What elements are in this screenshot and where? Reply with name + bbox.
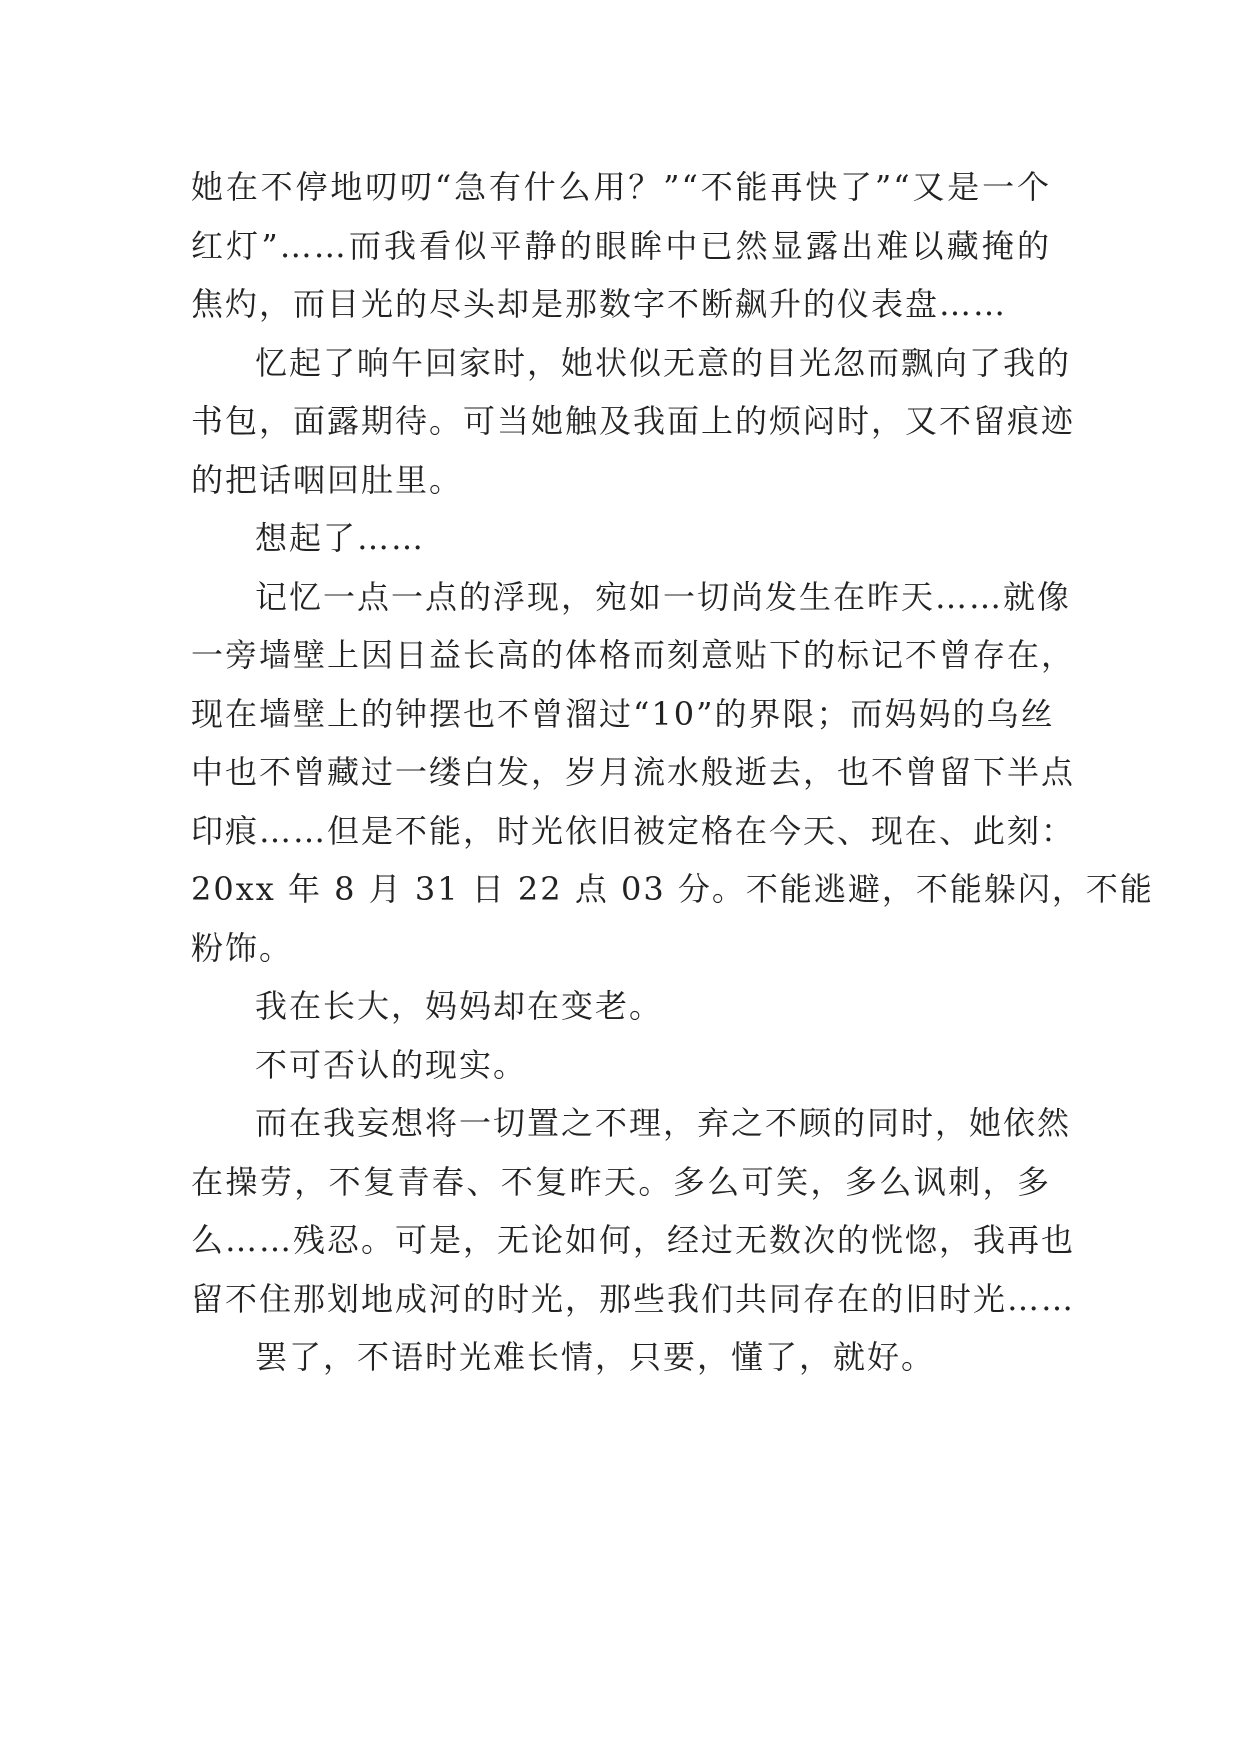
paragraph-first-line: 而在我妄想将一切置之不理，弃之不顾的同时，她依然	[255, 1104, 1072, 1142]
text-line: 20xx 年 8 月 31 日 22 点 03 分。不能逃避，不能躲闪，不能	[191, 870, 1154, 908]
text-line: 焦灼，而目光的尽头却是那数字不断飙升的仪表盘……	[191, 285, 1008, 323]
text-line: 中也不曾藏过一缕白发，岁月流水般逝去，也不曾留下半点	[191, 753, 1076, 791]
paragraph-first-line: 我在长大，妈妈却在变老。	[255, 987, 664, 1025]
document-body	[191, 158, 1154, 1387]
text-line: 她在不停地叨叨“急有什么用？”“不能再快了”“又是一个	[191, 168, 1051, 206]
text-line: 粉饰。	[191, 928, 294, 967]
text-line: 现在墙壁上的钟摆也不曾溜过“10”的界限；而妈妈的乌丝	[191, 694, 1055, 733]
text-line: 么……残忍。可是，无论如何，经过无数次的恍惚，我再也	[191, 1221, 1076, 1259]
text-line: 一旁墙壁上因日益长高的体格而刻意贴下的标记不曾存在，	[191, 636, 1076, 674]
paragraph-first-line: 想起了……	[255, 519, 426, 557]
text-line: 书包，面露期待。可当她触及我面上的烦闷时，又不留痕迹	[191, 402, 1076, 440]
paragraph-first-line: 罢了，不语时光难长情，只要，懂了，就好。	[255, 1338, 936, 1376]
paragraph-first-line: 不可否认的现实。	[255, 1045, 528, 1084]
text-line: 印痕……但是不能，时光依旧被定格在今天、现在、此刻：	[191, 811, 1076, 850]
paragraph-first-line: 记忆一点一点的浮现，宛如一切尚发生在昨天……就像	[255, 577, 1072, 616]
text-line: 的把话咽回肚里。	[191, 460, 464, 499]
text-line: 红灯”……而我看似平静的眼眸中已然显露出难以藏掩的	[191, 226, 1051, 265]
text-line: 留不住那划地成河的时光，那些我们共同存在的旧时光……	[191, 1279, 1076, 1318]
paragraph-first-line: 忆起了晌午回家时，她状似无意的目光忽而飘向了我的	[255, 343, 1072, 382]
text-line: 在操劳，不复青春、不复昨天。多么可笑，多么讽刺，多	[191, 1162, 1051, 1201]
